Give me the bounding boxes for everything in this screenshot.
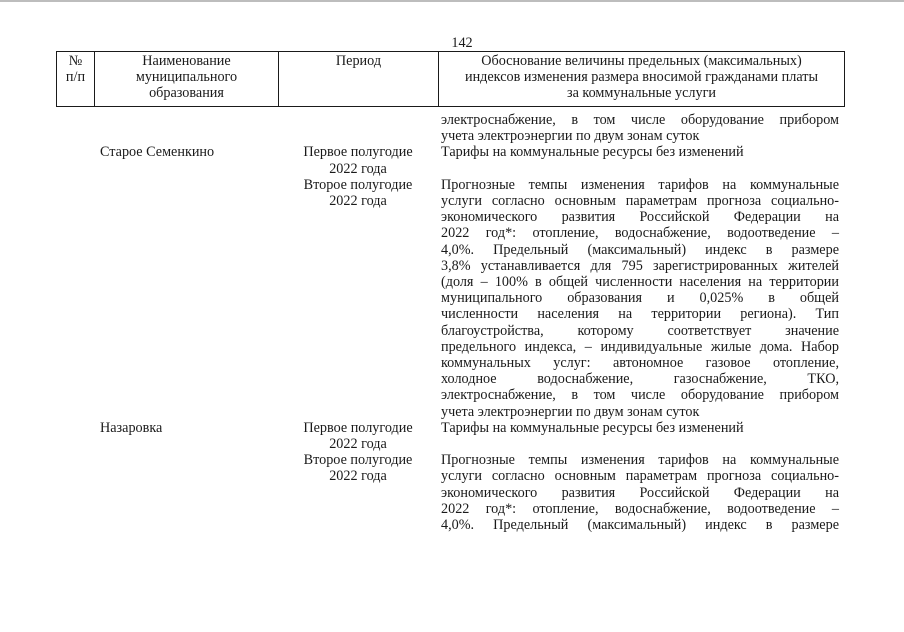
period-cell <box>278 177 438 420</box>
text-line: предельного индекса, – индивидуальные жилые дома. Набор <box>441 338 839 355</box>
period-row <box>278 452 845 533</box>
period-text: Первое полугодие <box>303 144 413 161</box>
table-body <box>56 112 845 533</box>
period-rows <box>278 144 845 419</box>
text-line: электроснабжение, в том числе оборудование прибором <box>441 387 839 404</box>
text-line: экономического развития Российской Федерации на <box>441 484 839 501</box>
text-line: 2022 год*: отопление, водоснабжение, водоотведение – <box>441 500 839 517</box>
header-text: п/п <box>65 69 86 86</box>
header-period-column <box>279 52 439 106</box>
justification-cell <box>441 420 839 452</box>
continuation-text <box>441 112 839 144</box>
text-line: экономического развития Российской Федерации на <box>441 209 839 226</box>
header-text: Обоснование величины предельных (максимальных) <box>481 53 802 69</box>
text-line: муниципального образования и 0,025% в общей <box>441 290 839 307</box>
period-cell <box>278 420 438 452</box>
period-text: 2022 года <box>329 193 387 210</box>
header-text: муниципального <box>135 69 238 86</box>
period-text: Второе полугодие <box>303 176 413 193</box>
text-line: Прогнозные темпы изменения тарифов на коммунальные <box>441 452 839 469</box>
period-text: 2022 года <box>329 436 387 453</box>
page-number: 142 <box>451 35 473 51</box>
municipality-name: Старое Семенкино <box>100 144 215 161</box>
text-line: Тарифы на коммунальные ресурсы без изменений <box>441 419 744 436</box>
period-text: 2022 года <box>329 468 387 485</box>
row-number-cell <box>56 420 100 533</box>
period-row <box>278 420 845 452</box>
text-line: численности населения на территории региона). Тип <box>441 306 839 323</box>
text-line: (доля – 100% в общей численности населения на территории <box>441 274 839 291</box>
period-text: Второе полугодие <box>303 452 413 469</box>
text-line: учета электроэнергии по двум зонам суток <box>441 128 700 145</box>
text-line: электроснабжение, в том числе оборудование прибором <box>441 112 839 128</box>
row-number-cell <box>56 144 100 419</box>
header-municipality-column <box>95 52 279 106</box>
text-line: благоустройства, которому соответствует значение <box>441 322 839 339</box>
municipality-name: Назаровка <box>100 419 163 436</box>
text-line: Тарифы на коммунальные ресурсы без изменений <box>441 144 744 161</box>
period-cell <box>278 452 438 533</box>
text-line: Прогнозные темпы изменения тарифов на коммунальные <box>441 176 839 193</box>
table-row <box>56 420 845 533</box>
header-text: Наименование <box>142 53 231 69</box>
header-text: индексов изменения размера вносимой гражданами платы <box>464 69 818 86</box>
header-number-column <box>57 52 95 106</box>
text-line: 4,0%. Предельный (максимальный) индекс в размере <box>441 517 839 534</box>
justification-cell <box>441 452 839 533</box>
header-text: за коммунальные услуги <box>566 85 716 102</box>
page-top-edge <box>0 0 904 2</box>
justification-cell <box>441 144 839 176</box>
text-line: услуги согласно основным параметрам прогноза социально- <box>441 468 839 485</box>
period-text: 2022 года <box>329 160 387 177</box>
period-rows <box>278 420 845 533</box>
text-line: 4,0%. Предельный (максимальный) индекс в размере <box>441 241 839 258</box>
table-row <box>56 144 845 419</box>
header-justification-column <box>439 52 844 106</box>
header-text: № <box>68 53 83 69</box>
text-line: 2022 год*: отопление, водоснабжение, водоотведение – <box>441 225 839 242</box>
period-text: Первое полугодие <box>303 419 413 436</box>
header-text: образования <box>149 85 224 102</box>
period-row <box>278 144 845 176</box>
header-text: Период <box>335 53 382 69</box>
text-line: услуги согласно основным параметрам прогноза социально- <box>441 193 839 210</box>
text-line: 3,8% устанавливается для 795 зарегистрированных жителей <box>441 257 839 274</box>
text-line: коммунальных услуг: автономное газовое отопление, <box>441 355 839 372</box>
justification-cell <box>441 177 839 420</box>
period-cell <box>278 144 438 176</box>
text-line: учета электроэнергии по двум зонам суток <box>441 403 700 420</box>
period-row <box>278 177 845 420</box>
text-line: холодное водоснабжение, газоснабжение, ТКО, <box>441 371 839 388</box>
table-header <box>56 51 845 107</box>
